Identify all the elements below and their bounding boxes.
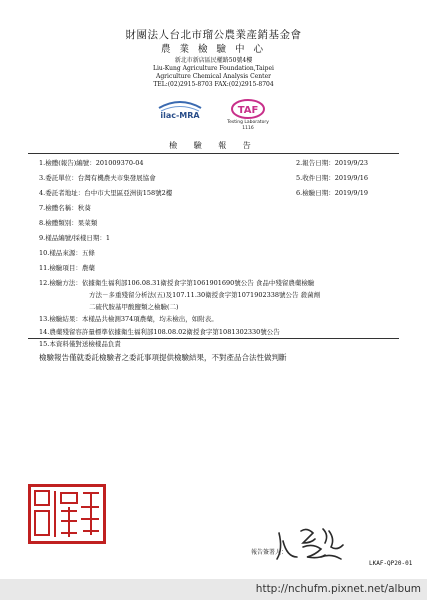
field-sample-source: 10.樣品來源：五條 — [39, 249, 95, 257]
field-test-item: 11.檢驗項目：農藥 — [39, 264, 95, 272]
field-mrl-basis: 14.農藥殘留容許量標準依據衛生福利部108.08.02衛授食字第1081302330號公告 — [39, 328, 280, 336]
test-method-line-2: 方法－多重殘留分析法(五)及107.11.30衛授食字第1071902338號公告 殺菌劑 — [89, 291, 321, 299]
signature-label: 報告簽署人： — [251, 549, 288, 556]
name-en-1: Liu-Kung Agriculture Foundation,Taipei — [153, 65, 274, 72]
taf-number: 1116 — [242, 126, 254, 131]
declaration: 檢驗報告僅就委託檢驗者之委託事項提供檢驗結果，不對產品合法性做判斷 — [39, 353, 287, 362]
field-test-result: 13.檢驗結果：本樣品共檢測374項農藥，均未檢出，如附表。 — [39, 315, 218, 323]
footer-bar — [0, 579, 427, 600]
top-divider — [28, 153, 399, 154]
date-tested: 6.檢驗日期：2019/9/19 — [296, 189, 369, 197]
taf-text: TAF — [237, 105, 259, 116]
phone-fax: TEL:(02)2915-8703 FAX:(02)2915-8704 — [153, 81, 274, 88]
seal-glyphs — [31, 487, 103, 541]
form-code: LKAF-QP20-01 — [369, 560, 413, 567]
date-report: 2.報告日期：2019/9/23 — [296, 159, 369, 167]
center-name: 農 業 檢 驗 中 心 — [160, 44, 267, 55]
field-sample-name: 7.檢體名稱：秋葵 — [39, 204, 91, 212]
taf-caption: Testing Laboratory — [227, 120, 269, 125]
taf-logo — [224, 98, 272, 132]
official-seal — [28, 484, 106, 544]
ilac-mra-logo — [157, 98, 203, 122]
field-test-method: 12.檢驗方法：依據衛生福利部106.08.31衛授食字第1061901690號公告 食品中殘留農藥檢驗 — [39, 279, 315, 287]
address-cn: 新北市新店區民權路50號4樓 — [174, 57, 253, 64]
test-method-line-3: 二硫代胺基甲酸鹽類之檢驗(二) — [89, 303, 179, 311]
address-block — [0, 57, 427, 89]
org-name: 財團法人台北市瑠公農業產銷基金會 — [125, 29, 302, 41]
name-en-2: Agriculture Chemical Analysis Center — [156, 73, 271, 80]
field-sample-id: 9.樣品編號/採樣日期：1 — [39, 234, 111, 242]
field-client-address: 4.委託者地址：台中市大里區亞洲街158號2樓 — [39, 189, 173, 197]
field-divider — [28, 338, 399, 339]
field-client: 3.委託單位：台灣有機農夫市集發展協會 — [39, 174, 156, 182]
handwritten-signature — [273, 521, 353, 565]
field-report-no: 1.檢體(報告)編號：201009370-04 — [39, 159, 144, 167]
ilac-mra-text: ilac-MRA — [160, 111, 200, 120]
footer-url[interactable]: http://nchufm.pixnet.net/album — [255, 583, 421, 595]
field-sample-category: 8.檢體類別：果菜類 — [39, 219, 98, 227]
date-received: 5.收件日期：2019/9/16 — [296, 174, 369, 182]
report-title: 檢 驗 報 告 — [169, 141, 258, 150]
field-disclaimer: 15.本資料僅對送檢樣品負責 — [39, 340, 121, 348]
